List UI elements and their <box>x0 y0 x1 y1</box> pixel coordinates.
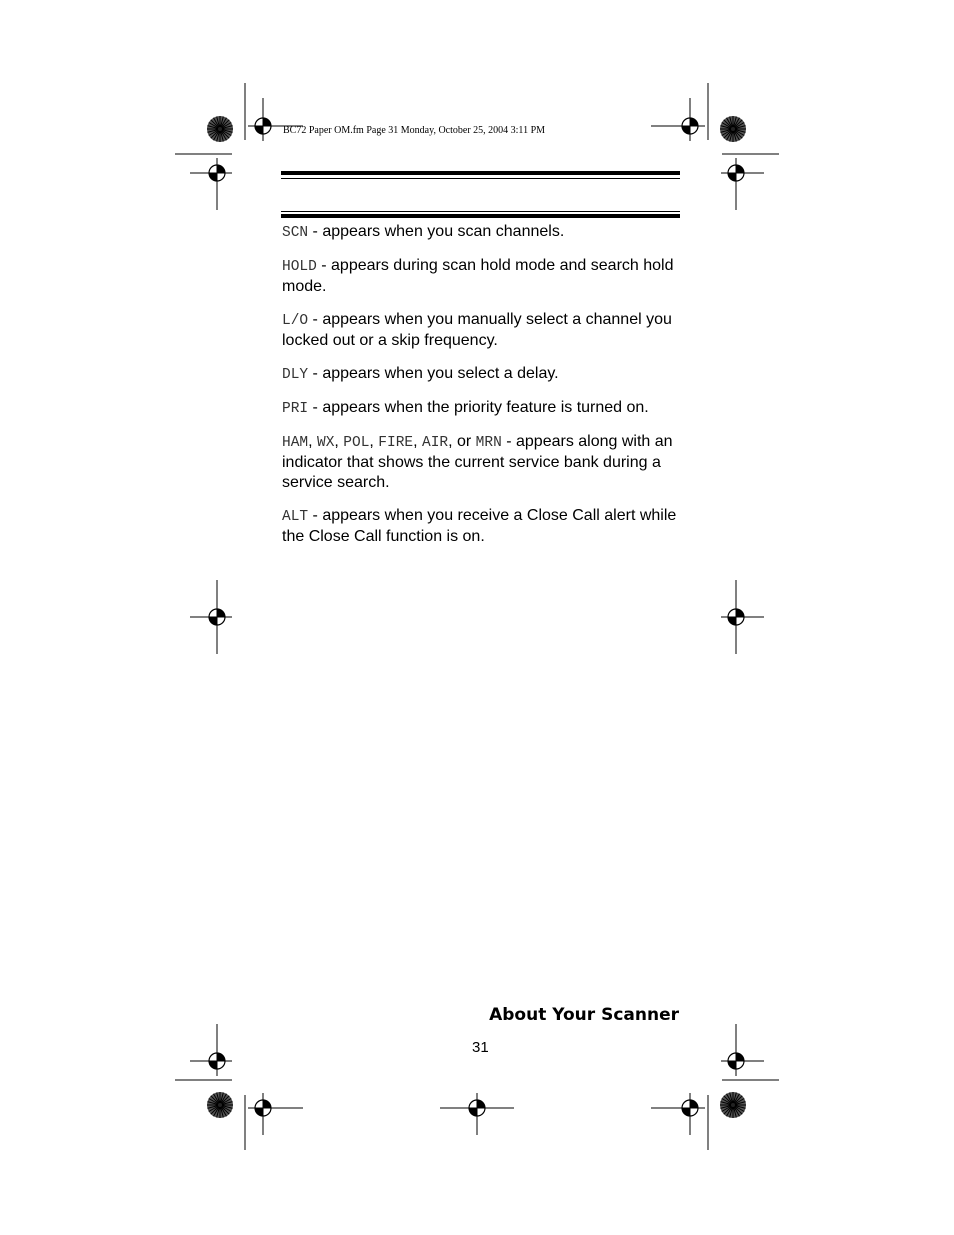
indicator-description: - appears when you scan channels. <box>308 223 565 240</box>
section-title: About Your Scanner <box>489 1005 679 1025</box>
indicator-description: - appears when the priority feature is turned on. <box>308 399 649 416</box>
top-rule-thin <box>281 178 680 179</box>
separator: , <box>369 433 379 450</box>
body-rule-thin <box>281 211 680 212</box>
print-header: BC72 Paper OM.fm Page 31 Monday, October 25, 2004 3:11 PM <box>283 125 546 136</box>
indicator-code: SCN <box>282 225 309 241</box>
indicator-code: POL <box>343 435 370 451</box>
top-rule-thick <box>281 171 680 175</box>
indicator-description: - appears along with an indicator that shows the current service bank during a service search. <box>282 433 673 491</box>
separator: , <box>334 433 344 450</box>
indicator-item-services <box>282 432 682 493</box>
conjunction: , or <box>448 433 476 450</box>
indicator-description: - appears when you select a delay. <box>308 365 559 382</box>
indicator-item-pri <box>282 398 682 419</box>
indicator-code: WX <box>317 435 335 451</box>
indicator-code: L/O <box>282 313 309 329</box>
indicator-code: PRI <box>282 401 309 417</box>
indicator-code: DLY <box>282 367 309 383</box>
indicator-code: HAM <box>282 435 309 451</box>
separator: , <box>308 433 317 450</box>
indicator-list <box>282 222 682 560</box>
indicator-code: FIRE <box>378 435 414 451</box>
starburst-center <box>218 1103 222 1107</box>
indicator-description: - appears during scan hold mode and search hold mode. <box>282 257 674 295</box>
starburst-center <box>731 127 735 131</box>
indicator-description: - appears when you receive a Close Call alert while the Close Call function is on. <box>282 507 677 545</box>
indicator-code: HOLD <box>282 259 317 275</box>
separator: , <box>413 433 422 450</box>
indicator-item-hold <box>282 256 682 297</box>
indicator-item-dly <box>282 364 682 385</box>
indicator-code: AIR <box>422 435 449 451</box>
indicator-item-scn <box>282 222 682 243</box>
indicator-item-alt <box>282 506 682 547</box>
indicator-code: MRN <box>475 435 502 451</box>
indicator-description: - appears when you manually select a channel you locked out or a skip frequency. <box>282 311 672 349</box>
body-rule-thick <box>281 214 680 218</box>
starburst-center <box>218 127 222 131</box>
indicator-code: ALT <box>282 509 309 525</box>
indicator-item-lo <box>282 310 682 351</box>
starburst-center <box>731 1103 735 1107</box>
page-number: 31 <box>472 1039 489 1056</box>
